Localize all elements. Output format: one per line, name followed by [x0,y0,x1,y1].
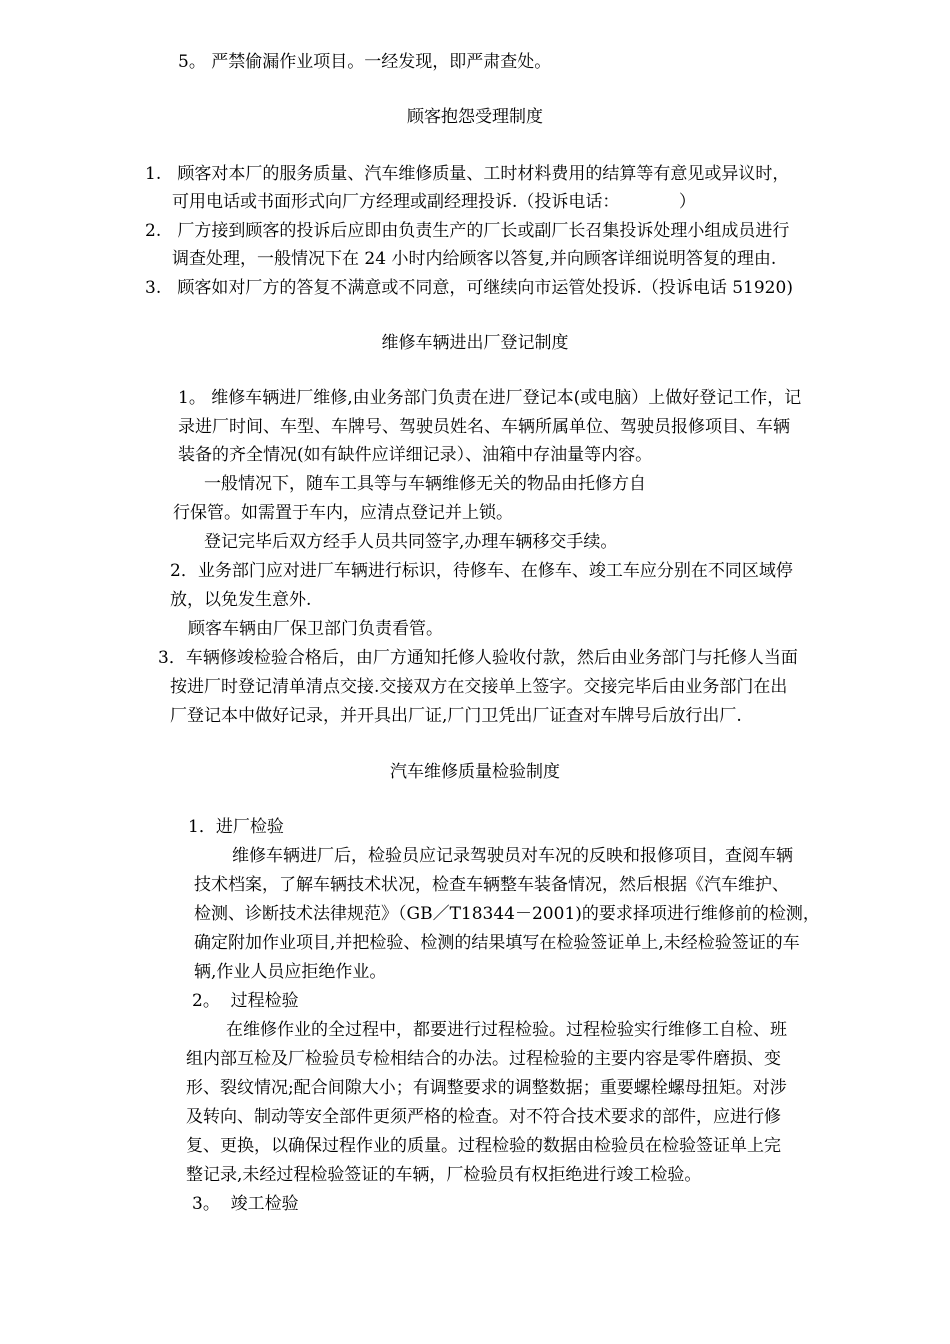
text-line: 确定附加作业项目,并把检验、检测的结果填写在检验签证单上,未经检验签证的车 [194,933,800,953]
text-line: 组内部互检及厂检验员专检相结合的办法。过程检验的主要内容是零件磨损、变 [186,1049,781,1069]
text-line: 5。 严禁偷漏作业项目。一经发现，即严肃查处。 [178,52,552,72]
list-item: 1．进厂检验 [188,817,284,837]
text-line: 调查处理，一般情况下在 24 小时内给顾客以答复,并向顾客详细说明答复的理由. [172,249,777,269]
text-line: 辆,作业人员应拒绝作业。 [194,962,387,982]
text-line: 装备的齐全情况(如有缺件应详细记录）、油箱中存油量等内容。 [178,445,653,465]
text-line: 可用电话或书面形式向厂方经理或副经理投诉.（投诉电话： ） [172,192,696,212]
section-title-registration: 维修车辆进出厂登记制度 [381,333,569,353]
text-line: 维修车辆进厂后，检验员应记录驾驶员对车况的反映和报修项目，查阅车辆 [232,846,793,866]
section-title-quality: 汽车维修质量检验制度 [390,762,560,782]
list-item: 1。 维修车辆进厂维修,由业务部门负责在进厂登记本(或电脑）上做好登记工作，记 [178,388,802,408]
list-item: 2．业务部门应对进厂车辆进行标识，待修车、在修车、竣工车应分别在不同区域停 [170,561,793,581]
text-line: 整记录,未经过程检验签证的车辆，厂检验员有权拒绝进行竣工检验。 [186,1165,702,1185]
list-item: 1. 顾客对本厂的服务质量、汽车维修质量、工时材料费用的结算等有意见或异议时， [145,164,790,184]
text-line: 一般情况下，随车工具等与车辆维修无关的物品由托修方自 [204,474,646,494]
text-line: 厂登记本中做好记录，并开具出厂证,厂门卫凭出厂证查对车牌号后放行出厂. [170,706,742,726]
text-line: 登记完毕后双方经手人员共同签字,办理车辆移交手续。 [204,532,618,552]
text-line: 在维修作业的全过程中，都要进行过程检验。过程检验实行维修工自检、班 [226,1020,787,1040]
text-line: 放，以免发生意外. [170,590,312,610]
list-item: 3. 顾客如对厂方的答复不满意或不同意，可继续向市运管处投诉.（投诉电话 51920) [145,278,793,298]
text-line: 检测、诊断技术法律规范》（GB／T18344－2001)的要求择项进行维修前的检测， [194,904,820,924]
text-line: 及转向、制动等安全部件更须严格的检查。对不符合技术要求的部件，应进行修 [186,1107,781,1127]
text-line: 复、更换，以确保过程作业的质量。过程检验的数据由检验员在检验签证单上完 [186,1136,781,1156]
text-line: 技术档案，了解车辆技术状况，检查车辆整车装备情况，然后根据《汽车维护、 [194,875,789,895]
list-item: 3．车辆修竣检验合格后，由厂方通知托修人验收付款，然后由业务部门与托修人当面 [158,648,798,668]
list-item: 2. 厂方接到顾客的投诉后应即由负责生产的厂长或副厂长召集投诉处理小组成员进行 [145,221,790,241]
section-title-complaint: 顾客抱怨受理制度 [407,107,543,127]
text-line: 录进厂时间、车型、车牌号、驾驶员姓名、车辆所属单位、驾驶员报修项目、车辆 [178,417,790,437]
text-line: 按进厂时登记清单清点交接.交接双方在交接单上签字。交接完毕后由业务部门在出 [170,677,788,697]
text-line: 顾客车辆由厂保卫部门负责看管。 [188,619,443,639]
text-line: 形、裂纹情况;配合间隙大小；有调整要求的调整数据；重要螺栓螺母扭矩。对涉 [186,1078,787,1098]
list-item: 2。 过程检验 [192,991,299,1011]
list-item: 3。 竣工检验 [192,1194,299,1214]
text-line: 行保管。如需置于车内，应清点登记并上锁。 [173,503,513,523]
